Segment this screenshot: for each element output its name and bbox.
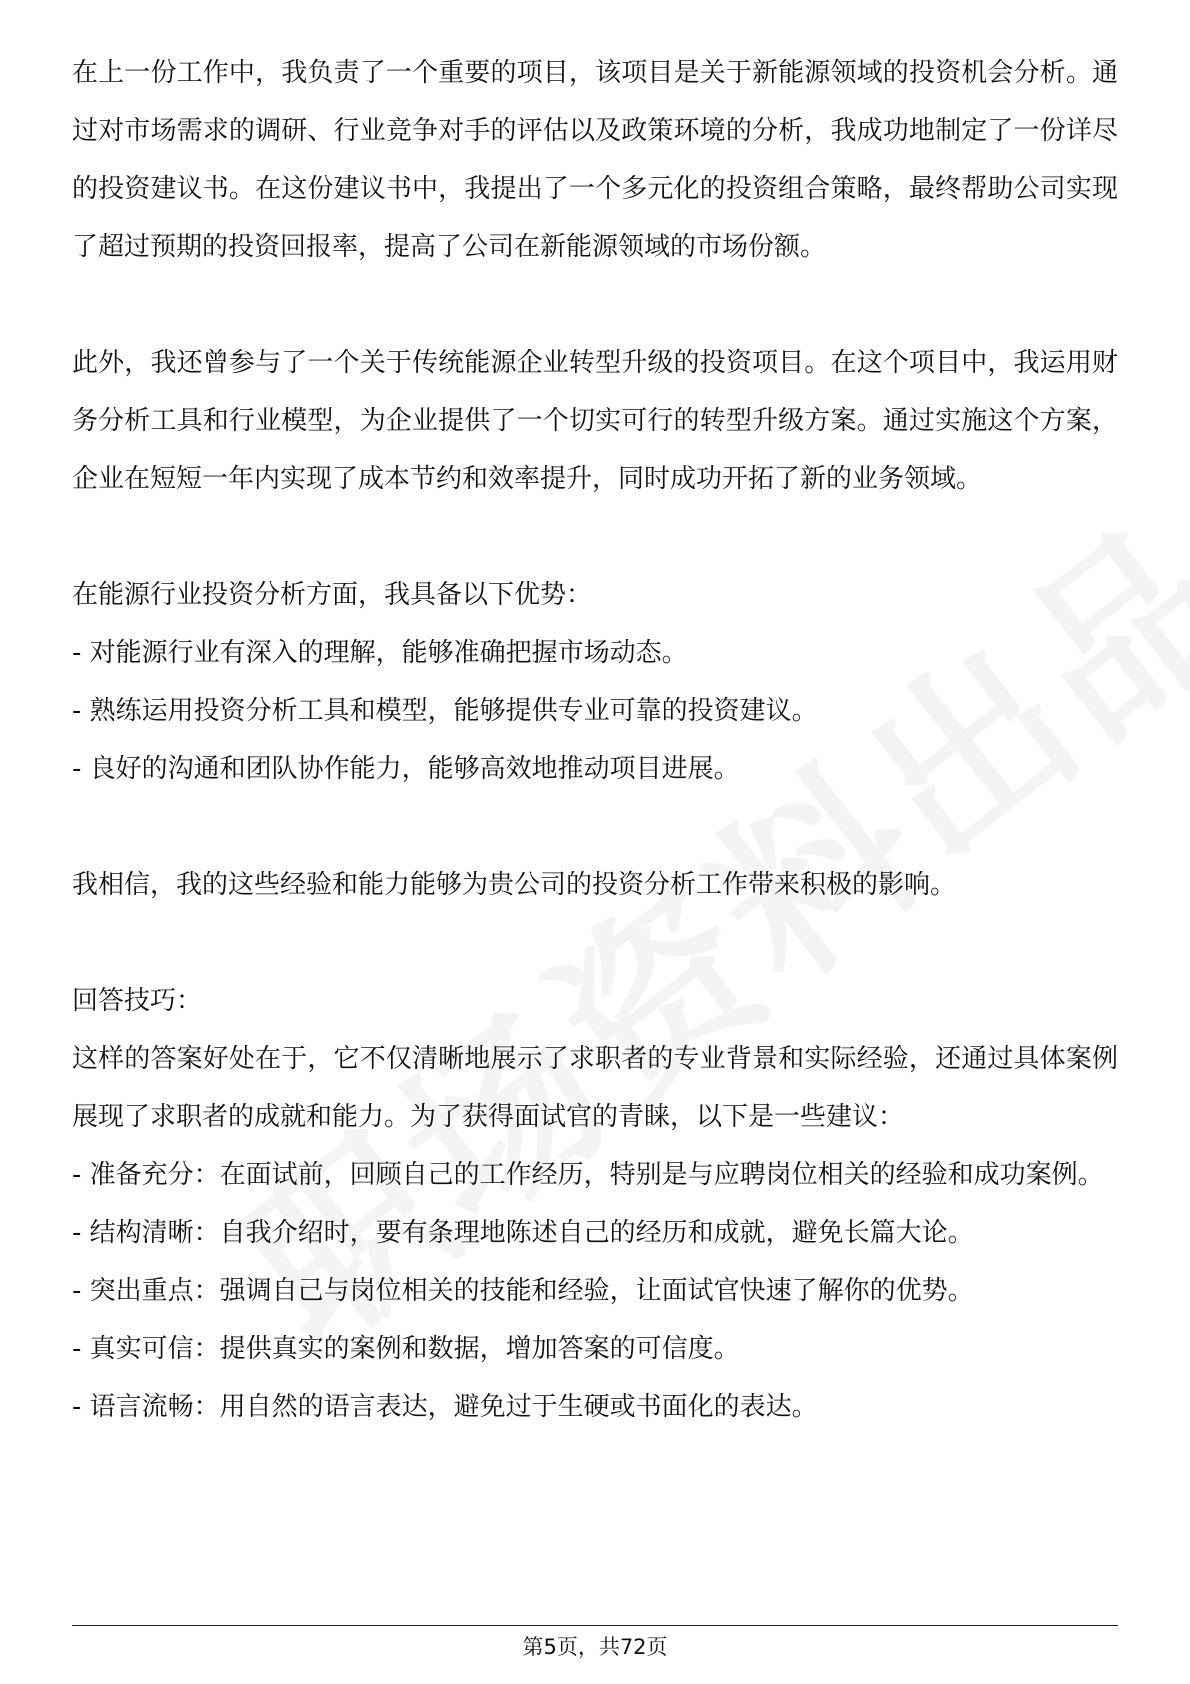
- tip-item: - 语言流畅：用自然的语言表达，避免过于生硬或书面化的表达。: [72, 1392, 818, 1422]
- document-body: [72, 44, 1118, 1436]
- tips-intro: 这样的答案好处在于，它不仅清晰地展示了求职者的专业背景和实际经验，还通过具体案例展现了求职者的成就和能力。为了获得面试官的青睐，以下是一些建议：: [72, 1044, 1118, 1132]
- advantages-intro: 在能源行业投资分析方面，我具备以下优势：: [72, 580, 593, 610]
- tip-item: - 准备充分：在面试前，回顾自己的工作经历，特别是与应聘岗位相关的经验和成功案例。: [72, 1160, 1104, 1190]
- tips-heading: 回答技巧：: [72, 986, 203, 1016]
- footer-divider: [72, 1625, 1118, 1626]
- advantage-item: - 熟练运用投资分析工具和模型，能够提供专业可靠的投资建议。: [72, 696, 818, 726]
- advantage-item: - 对能源行业有深入的理解，能够准确把握市场动态。: [72, 638, 688, 668]
- tip-item: - 真实可信：提供真实的案例和数据，增加答案的可信度。: [72, 1334, 740, 1364]
- page-number: 第5页，共72页: [522, 1635, 668, 1659]
- tip-item: - 突出重点：强调自己与岗位相关的技能和经验，让面试官快速了解你的优势。: [72, 1276, 974, 1306]
- paragraph-project-transformation: 此外，我还曾参与了一个关于传统能源企业转型升级的投资项目。在这个项目中，我运用财务分析工具和行业模型，为企业提供了一个切实可行的转型升级方案。通过实施这个方案，企业在短短一年内实现了成本节约和效率提升，同时成功开拓了新的业务领域。: [72, 348, 1118, 494]
- advantage-item: - 良好的沟通和团队协作能力，能够高效地推动项目进展。: [72, 754, 740, 784]
- tip-item: - 结构清晰：自我介绍时，要有条理地陈述自己的经历和成就，避免长篇大论。: [72, 1218, 974, 1248]
- conclusion-paragraph: 我相信，我的这些经验和能力能够为贵公司的投资分析工作带来积极的影响。: [72, 870, 957, 900]
- spacer: [72, 798, 1118, 856]
- advantages-section: [72, 566, 1118, 798]
- tips-section: [72, 972, 1118, 1436]
- paragraph-project-new-energy: 在上一份工作中，我负责了一个重要的项目，该项目是关于新能源领域的投资机会分析。通过对市场需求的调研、行业竞争对手的评估以及政策环境的分析，我成功地制定了一份详尽的投资建议书。在这份建议书中，我提出了一个多元化的投资组合策略，最终帮助公司实现了超过预期的投资回报率，提高了公司在新能源领域的市场份额。: [72, 58, 1118, 262]
